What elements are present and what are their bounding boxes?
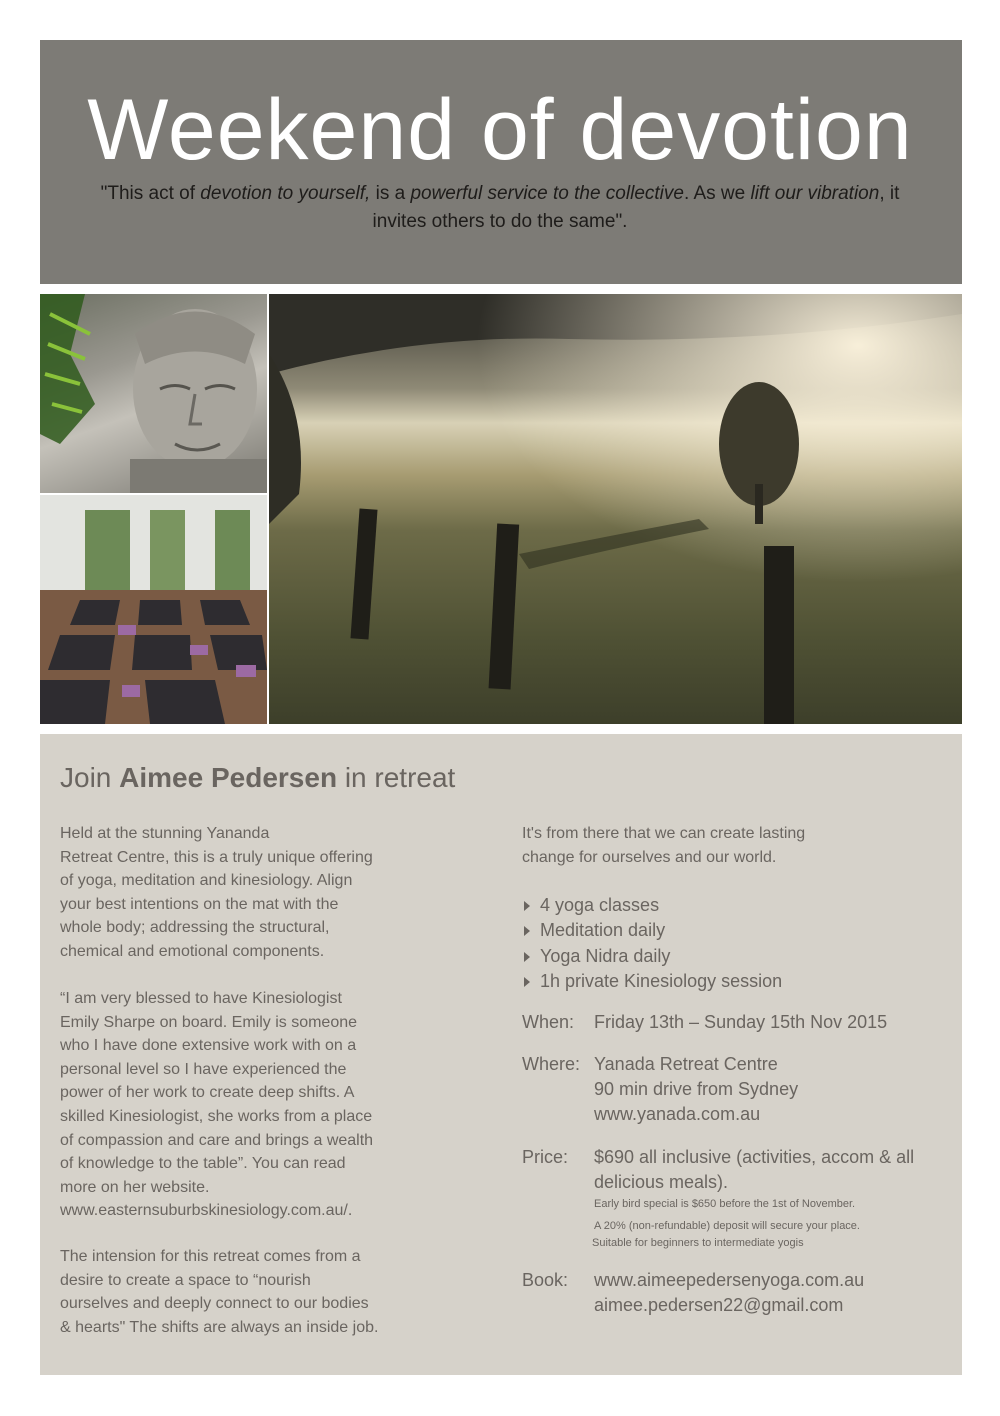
triangle-bullet-icon: [524, 977, 530, 987]
testimonial-paragraph: “I am very blessed to have Kinesiologist Emily Sharpe on board. Emily is someone who I have done extensive work with on a personal level so I have experienced the power of her work to create deep shifts. A skilled Kinesiologist, she works from a place of compassion and care and brings a wealth of knowledge to the table”. You can read more on her website. www.easternsuburbskinesiology.com.au/.: [60, 990, 374, 1220]
yoga-studio-photo: [40, 495, 267, 724]
book-label: Book:: [522, 1270, 569, 1290]
deposit-note: A 20% (non-refundable) deposit will secure your place.: [594, 1220, 860, 1232]
list-item: 4 yoga classes: [522, 893, 952, 918]
where-value: Yanada Retreat Centre 90 min drive from Sydney www.yanada.com.au: [594, 1054, 799, 1124]
where-label: Where:: [522, 1054, 581, 1074]
lasting-change-paragraph: It's from there that we can create lasting change for ourselves and our world.: [522, 825, 806, 866]
price-label: Price:: [522, 1147, 569, 1167]
early-bird-note: Early bird special is $650 before the 1st of November.: [594, 1198, 856, 1210]
book-contacts[interactable]: www.aimeepedersenyoga.com.au aimee.pedersen22@gmail.com: [594, 1270, 865, 1315]
misty-field-photo: [269, 294, 962, 724]
price-value: $690 all inclusive (activities, accom & all delicious meals).: [594, 1147, 915, 1192]
triangle-bullet-icon: [524, 952, 530, 962]
feature-list: [522, 893, 952, 995]
page-title: Weekend of devotion: [87, 82, 913, 178]
list-item: 1h private Kinesiology session: [522, 969, 952, 994]
intro-quote: "This act of devotion to yourself, is a powerful service to the collective. As we lift our vibration, it invites others to do the same".: [100, 183, 900, 232]
photo-collage: [40, 294, 962, 724]
intension-paragraph: The intension for this retreat comes from a desire to create a space to “nourish ourselves and deeply connect to our bodies & hearts" The shifts are always an inside job.: [60, 1248, 379, 1336]
suitability-note: Suitable for beginners to intermediate yogis: [592, 1237, 804, 1249]
when-value: Friday 13th – Sunday 15th Nov 2015: [594, 1012, 888, 1032]
triangle-bullet-icon: [524, 901, 530, 911]
list-item: Yoga Nidra daily: [522, 944, 952, 969]
list-item: Meditation daily: [522, 918, 952, 943]
join-heading: Join Aimee Pedersen in retreat: [60, 762, 456, 793]
buddha-statue-photo: [40, 294, 267, 493]
triangle-bullet-icon: [524, 926, 530, 936]
intro-paragraph: Held at the stunning Yananda Retreat Centre, this is a truly unique offering of yoga, meditation and kinesiology. Align your best intentions on the mat with the whole body; addressing the structural, chemical and emotional components.: [60, 825, 373, 960]
when-label: When:: [522, 1012, 575, 1032]
